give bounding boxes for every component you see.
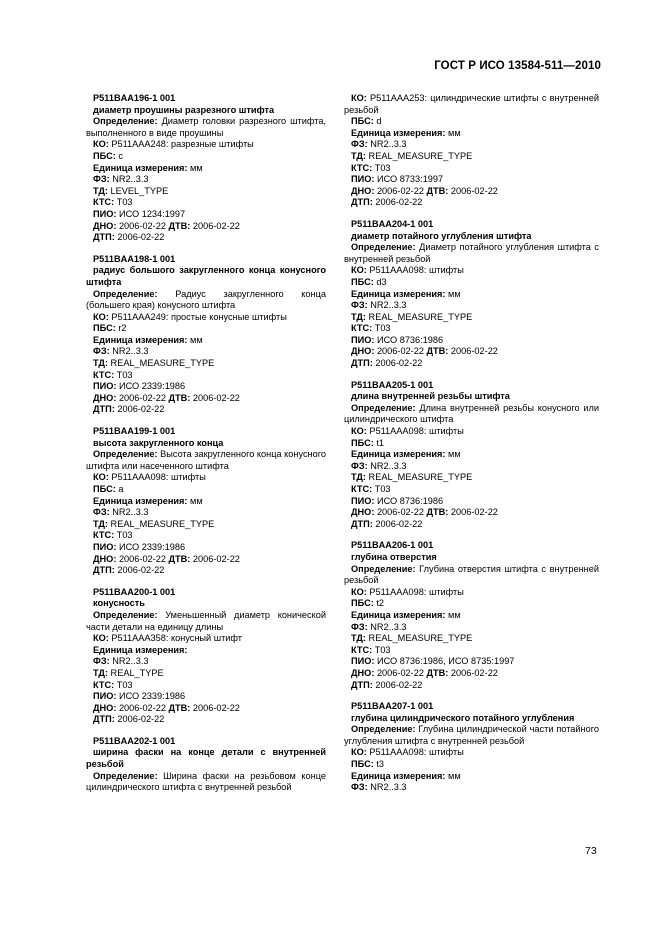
field-kts: КТС: T03 (93, 369, 133, 380)
entry-definition: Определение: Уменьшенный диаметр конической части детали на единицу длины (86, 609, 326, 632)
entry-title: диаметр потайного углубления штифта (351, 230, 532, 241)
field-dates: ДНО: 2006-02-22 ДТВ: 2006-02-22 (351, 346, 498, 357)
field-fz: ФЗ: NR2..3.3 (351, 300, 407, 311)
field-pio: ПИО: ИСО 8736:1986, ИСО 8735:1997 (351, 656, 515, 667)
entry-definition: Определение: Глубина цилиндрической части потайного углубления штифта с внутренней резьбой (344, 724, 599, 746)
field-kts: КТС: T03 (93, 197, 133, 208)
entry-title: глубина цилиндрического потайного углубления (351, 712, 575, 723)
field-kts: КТС: T03 (351, 644, 391, 655)
field-pio: ПИО: ИСО 1234:1997 (93, 208, 186, 219)
field-pbs: ПБС: d (351, 116, 382, 127)
field-fz: ФЗ: NR2..3.3 (351, 782, 407, 793)
field-pbs: ПБС: a (93, 484, 124, 494)
entry-code: P511BAA202-1 001 (93, 735, 176, 746)
field-td: ТД: REAL_MEASURE_TYPE (351, 150, 473, 161)
field-pio: ПИО: ИСО 8733:1997 (351, 174, 444, 185)
field-dtp: ДТП: 2006-02-22 (93, 565, 165, 576)
field-dates: ДНО: 2006-02-22 ДТВ: 2006-02-22 (351, 185, 498, 196)
field-td: ТД: REAL_TYPE (93, 667, 164, 678)
field-dtp: ДТП: 2006-02-22 (93, 404, 165, 415)
right-column (344, 93, 599, 804)
field-unit: Единица измерения: мм (351, 449, 461, 460)
left-column (86, 93, 326, 804)
field-fz: ФЗ: NR2..3.3 (351, 460, 407, 471)
field-pbs: ПБС: d3 (351, 276, 387, 287)
field-dates: ДНО: 2006-02-22 ДТВ: 2006-02-22 (351, 667, 498, 678)
field-unit: Единица измерения: мм (351, 127, 461, 138)
entry-p511baa199 (86, 426, 326, 577)
field-td: ТД: REAL_MEASURE_TYPE (351, 472, 473, 483)
entry-code: P511BAA199-1 001 (93, 426, 176, 437)
entry-p511baa207 (344, 701, 599, 794)
entry-title: диаметр проушины разрезного штифта (93, 104, 275, 115)
entry-code: P511BAA205-1 001 (351, 379, 434, 390)
field-unit: Единица измерения: мм (93, 334, 203, 345)
field-unit: Единица измерения: мм (351, 288, 461, 299)
entry-title: радиус большого закругленного конца конусного штифта (86, 265, 326, 287)
field-dtp: ДТП: 2006-02-22 (351, 518, 423, 529)
entry-definition: Определение: Высота закругленного конца конусного штифта или насеченного штифта (86, 449, 326, 471)
entry-title: ширина фаски на конце детали с внутренней резьбой (86, 747, 326, 770)
field-td: ТД: REAL_MEASURE_TYPE (93, 358, 215, 369)
field-dates: ДНО: 2006-02-22 ДТВ: 2006-02-22 (351, 507, 498, 518)
field-pbs: ПБС: t2 (351, 598, 384, 609)
entry-code: P511BAA206-1 001 (351, 540, 434, 551)
field-ko: КО: P511AAA098: штифты (351, 426, 464, 437)
field-fz: ФЗ: NR2..3.3 (351, 139, 407, 150)
entry-code: P511BAA204-1 001 (351, 218, 434, 229)
field-fz: ФЗ: NR2..3.3 (351, 621, 407, 632)
field-fz: ФЗ: NR2..3.3 (93, 507, 149, 518)
entry-definition: Определение: Диаметр головки разрезного штифта, выполненного в виде проушины (86, 116, 326, 138)
entry-code: P511BAA198-1 001 (93, 253, 176, 264)
entry-definition: Определение: Глубина отверстия штифта с внутренней резьбой (344, 563, 599, 586)
field-unit: Единица измерения: мм (93, 495, 203, 506)
entry-code: P511BAA196-1 001 (93, 93, 176, 103)
field-unit: Единица измерения: (93, 644, 188, 655)
field-dates: ДНО: 2006-02-22 ДТВ: 2006-02-22 (93, 392, 240, 403)
field-ko: КО: P511AAA098: штифты (351, 265, 464, 276)
entry-p511baa200 (86, 587, 326, 726)
entry-title: высота закругленного конца (93, 437, 224, 448)
entry-definition: Определение: Диаметр потайного углубления штифта с внутренней резьбой (344, 242, 599, 264)
entry-definition: Определение: Длина внутренней резьбы конусного или цилиндрического штифта (344, 402, 599, 425)
field-ko: КО: P511AAA098: штифты (351, 747, 464, 758)
field-td: ТД: REAL_MEASURE_TYPE (351, 633, 473, 644)
field-kts: КТС: T03 (351, 484, 391, 494)
entry-p511baa202 (86, 736, 326, 794)
field-dtp: ДТП: 2006-02-22 (93, 232, 165, 243)
field-unit: Единица измерения: мм (93, 162, 203, 173)
entry-p511baa196 (86, 93, 326, 244)
field-pio: ПИО: ИСО 2339:1986 (93, 541, 186, 552)
field-kts: КТС: T03 (351, 162, 391, 173)
entry-definition: Определение: Ширина фаски на резьбовом конце цилиндрического штифта с внутренней резьбой (86, 770, 326, 793)
field-dtp: ДТП: 2006-02-22 (351, 358, 423, 369)
entry-p511baa204 (344, 219, 599, 370)
field-pio: ПИО: ИСО 8736:1986 (351, 334, 444, 345)
field-ko: КО: P511AAA358: конусный штифт (93, 633, 243, 644)
entry-definition: Определение: Радиус закругленного конца (большего края) конусного штифта (86, 288, 326, 311)
field-fz: ФЗ: NR2..3.3 (93, 346, 149, 357)
field-pbs: ПБС: c (93, 150, 123, 161)
field-pio: ПИО: ИСО 8736:1986 (351, 495, 444, 506)
field-ko: КО: P511AAA098: штифты (351, 586, 464, 597)
field-unit: Единица измерения: мм (351, 609, 461, 620)
page-number: 73 (585, 845, 597, 857)
field-ko: КО: P511AAA253: цилиндрические штифты с внутренней резьбой (344, 93, 599, 115)
entry-title: длина внутренней резьбы штифта (351, 391, 510, 402)
field-dates: ДНО: 2006-02-22 ДТВ: 2006-02-22 (93, 220, 240, 231)
entry-code: P511BAA207-1 001 (351, 701, 434, 712)
field-ko: КО: P511AAA248: разрезные штифты (93, 139, 254, 150)
field-dates: ДНО: 2006-02-22 ДТВ: 2006-02-22 (93, 702, 240, 713)
field-fz: ФЗ: NR2..3.3 (93, 174, 149, 185)
field-ko: КО: P511AAA249: простые конусные штифты (93, 311, 287, 322)
field-unit: Единица измерения: мм (351, 770, 461, 781)
field-dtp: ДТП: 2006-02-22 (93, 714, 165, 725)
field-pbs: ПБС: t3 (351, 759, 384, 770)
field-td: ТД: LEVEL_TYPE (93, 185, 169, 196)
field-dtp: ДТП: 2006-02-22 (351, 197, 423, 208)
field-pio: ПИО: ИСО 2339:1986 (93, 691, 186, 702)
field-pio: ПИО: ИСО 2339:1986 (93, 381, 186, 392)
field-kts: КТС: T03 (351, 323, 391, 334)
field-kts: КТС: T03 (93, 679, 133, 690)
document-header: ГОСТ Р ИСО 13584-511—2010 (434, 60, 601, 72)
field-kts: КТС: T03 (93, 530, 133, 541)
entry-code: P511BAA200-1 001 (93, 586, 176, 597)
field-pbs: ПБС: r2 (93, 323, 127, 334)
field-dtp: ДТП: 2006-02-22 (351, 679, 423, 690)
field-dates: ДНО: 2006-02-22 ДТВ: 2006-02-22 (93, 553, 240, 564)
entry-p511baa202-continued (344, 93, 599, 209)
entry-title: глубина отверстия (351, 551, 437, 562)
field-ko: КО: P511AAA098: штифты (93, 472, 206, 483)
field-td: ТД: REAL_MEASURE_TYPE (351, 311, 473, 322)
field-fz: ФЗ: NR2..3.3 (93, 656, 149, 667)
entry-p511baa198 (86, 254, 326, 416)
field-td: ТД: REAL_MEASURE_TYPE (93, 518, 215, 529)
entry-p511baa205 (344, 380, 599, 531)
entry-title: конусность (93, 598, 145, 609)
field-pbs: ПБС: t1 (351, 437, 384, 448)
entry-p511baa206 (344, 540, 599, 691)
